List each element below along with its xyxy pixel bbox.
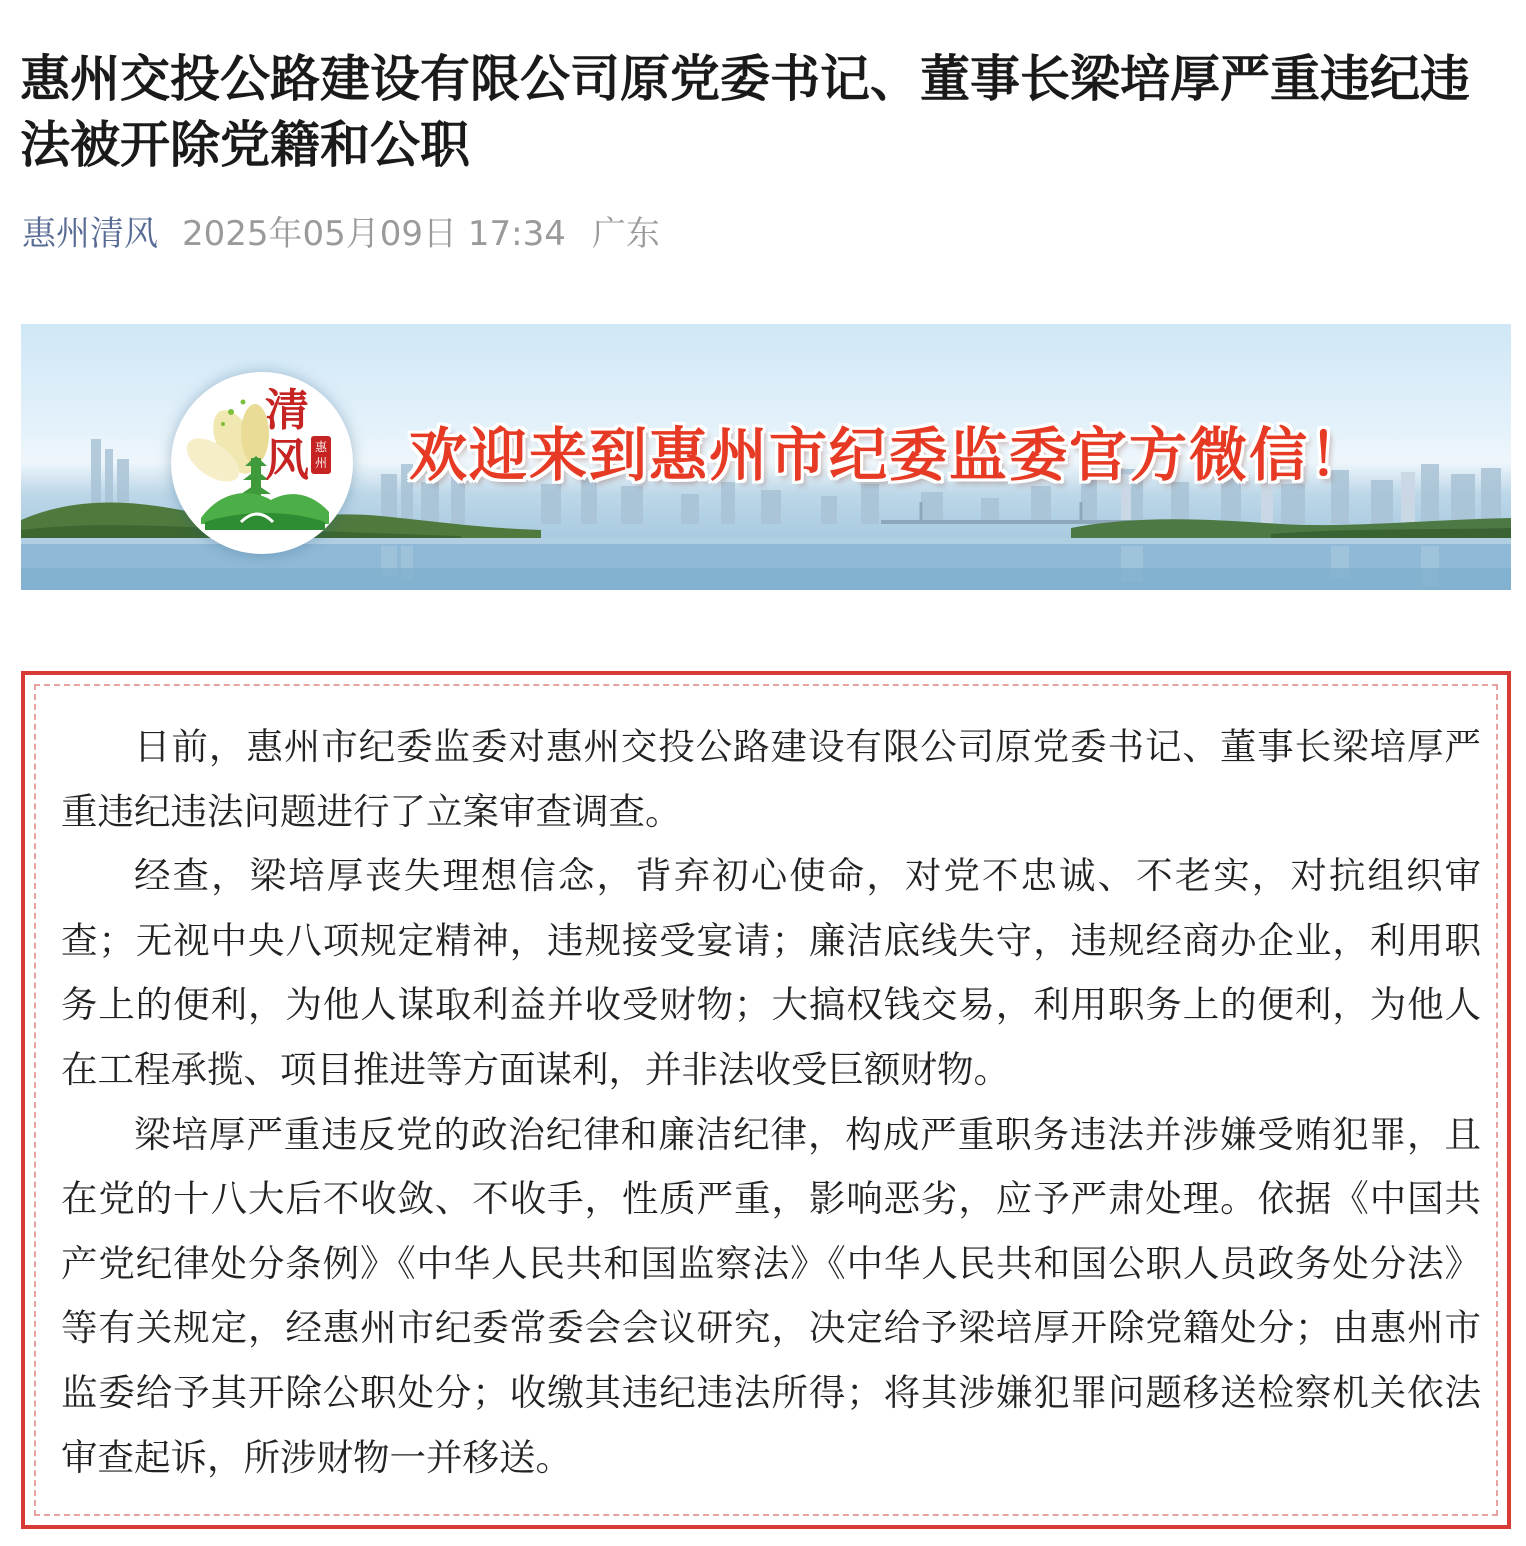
- article-body-frame: [21, 671, 1511, 1529]
- logo-title: [263, 386, 311, 486]
- logo-seal: 惠州: [311, 436, 331, 474]
- account-name-link[interactable]: 惠州清风: [22, 214, 158, 254]
- article-body: [61, 715, 1481, 1490]
- logo-char-1: 清: [265, 385, 309, 436]
- logo-char-2: 风: [265, 435, 309, 486]
- qingfeng-logo: [171, 372, 353, 554]
- paragraph-3: 梁培厚严重违反党的政治纪律和廉洁纪律，构成严重职务违法并涉嫌受贿犯罪，且在党的十八大后不收敛、不收手，性质严重，影响恶劣，应予严肃处理。依据《中国共产党纪律处分条例》《中华人民共和国监察法》《中华人民共和国公职人员政务处分法》等有关规定，经惠州市纪委常委会会议研究，决定给予梁培厚开除党籍处分；由惠州市监委给予其开除公职处分；收缴其违纪违法所得；将其涉嫌犯罪问题移送检察机关依法审查起诉，所涉财物一并移送。: [61, 1112, 1481, 1479]
- article-title: 惠州交投公路建设有限公司原党委书记、董事长梁培厚严重违纪违法被开除党籍和公职: [20, 50, 1470, 174]
- paragraph-2: 经查，梁培厚丧失理想信念，背弃初心使命，对党不忠诚、不老实，对抗组织审查；无视中央八项规定精神，违规接受宴请；廉洁底线失守，违规经商办企业，利用职务上的便利，为他人谋取利益并收受财物；大搞权钱交易，利用职务上的便利，为他人在工程承揽、项目推进等方面谋利，并非法收受巨额财物。: [61, 854, 1481, 1091]
- article-meta: [22, 210, 660, 258]
- publish-location: 广东: [591, 214, 660, 254]
- paragraph-1: 日前，惠州市纪委监委对惠州交投公路建设有限公司原党委书记、董事长梁培厚严重违纪违法问题进行了立案审查调查。: [61, 725, 1481, 833]
- publish-time: 2025年05月09日 17:34: [182, 214, 566, 254]
- banner-slogan: 欢迎来到惠州市纪委监委官方微信！: [409, 421, 1370, 489]
- header-banner-image: [21, 324, 1511, 590]
